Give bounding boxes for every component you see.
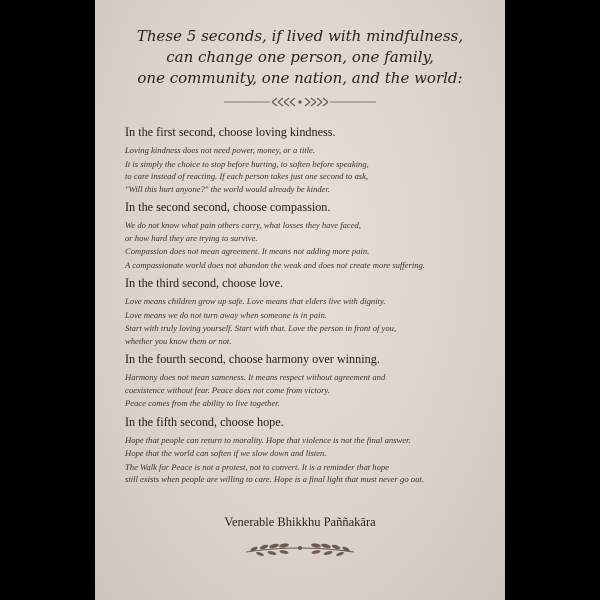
leaf-garland-icon xyxy=(95,540,505,564)
text-line: Compassion does not mean agreement. It means not adding more pain. xyxy=(125,246,370,256)
section-first-second xyxy=(125,124,481,195)
paragraph xyxy=(125,295,481,308)
text-line: coexistence without fear. Peace does not come from victory. xyxy=(125,384,330,395)
text-line: to care instead of reacting. If each person takes just one second to ask, xyxy=(125,171,369,181)
text-line: still exists when people are willing to care. Hope is a final light that must never go out. xyxy=(125,474,424,484)
section-heading: In the fourth second, choose harmony over winning. xyxy=(125,352,380,366)
paragraph xyxy=(125,397,481,410)
sections xyxy=(125,124,481,490)
poster xyxy=(95,0,505,600)
text-line: "Will this hurt anyone?" the world would already be kinder. xyxy=(125,183,331,194)
text-line: Love means children grow up safe. Love means that elders live with dignity. xyxy=(125,296,386,306)
text-line: We do not know what pain others carry, what losses they have faced, xyxy=(125,220,361,230)
section-heading: In the third second, choose love. xyxy=(125,276,284,290)
text-line: It is simply the choice to stop before hurting, to soften before speaking, xyxy=(125,158,369,169)
intro-line: one community, one nation, and the world: xyxy=(137,69,463,87)
paragraph xyxy=(125,322,481,347)
text-line: Peace comes from the ability to live together. xyxy=(125,398,280,408)
section-fourth-second xyxy=(125,351,481,410)
text-line: The Walk for Peace is not a protest, not to convert. It is a reminder that hope xyxy=(125,461,389,472)
intro-line: These 5 seconds, if lived with mindfulness, xyxy=(136,27,464,45)
paragraph xyxy=(125,158,481,196)
paragraph xyxy=(125,447,481,460)
paragraph xyxy=(125,245,481,258)
paragraph xyxy=(125,309,481,322)
intro-line: can change one person, one family, xyxy=(166,48,434,66)
intro-header xyxy=(95,26,505,89)
text-line: Hope that people can return to morality. Hope that violence is not the final answer. xyxy=(125,434,411,445)
section-heading: In the first second, choose loving kindness. xyxy=(125,125,336,139)
laurel-flourish-icon xyxy=(95,94,505,113)
text-line: whether you know them or not. xyxy=(125,335,232,346)
text-line: Hope that the world can soften if we slow down and listen. xyxy=(125,448,327,458)
author-signature: Venerable Bhikkhu Paññakāra xyxy=(224,515,376,529)
paragraph xyxy=(125,461,481,486)
paragraph xyxy=(125,371,481,396)
paragraph xyxy=(125,259,481,272)
section-heading: In the fifth second, choose hope. xyxy=(125,414,284,429)
text-line: or how hard they are trying to survive. xyxy=(125,232,258,243)
text-line: Love means we do not turn away when someone is in pain. xyxy=(125,309,327,320)
text-line: Harmony does not mean sameness. It means respect without agreement and xyxy=(125,372,386,382)
text-line: Loving kindness does not need power, money, or a title. xyxy=(125,145,315,155)
text-line: Start with truly loving yourself. Start with that. Love the person in front of you, xyxy=(125,323,397,333)
section-third-second xyxy=(125,275,481,347)
text-line: A compassionate world does not abandon the weak and does not create more suffering. xyxy=(125,259,425,270)
section-heading: In the second second, choose compassion. xyxy=(125,200,331,214)
paragraph xyxy=(125,434,481,447)
paragraph xyxy=(125,219,481,244)
paragraph xyxy=(125,144,481,157)
section-fifth-second xyxy=(125,414,481,486)
section-second-second xyxy=(125,199,481,271)
